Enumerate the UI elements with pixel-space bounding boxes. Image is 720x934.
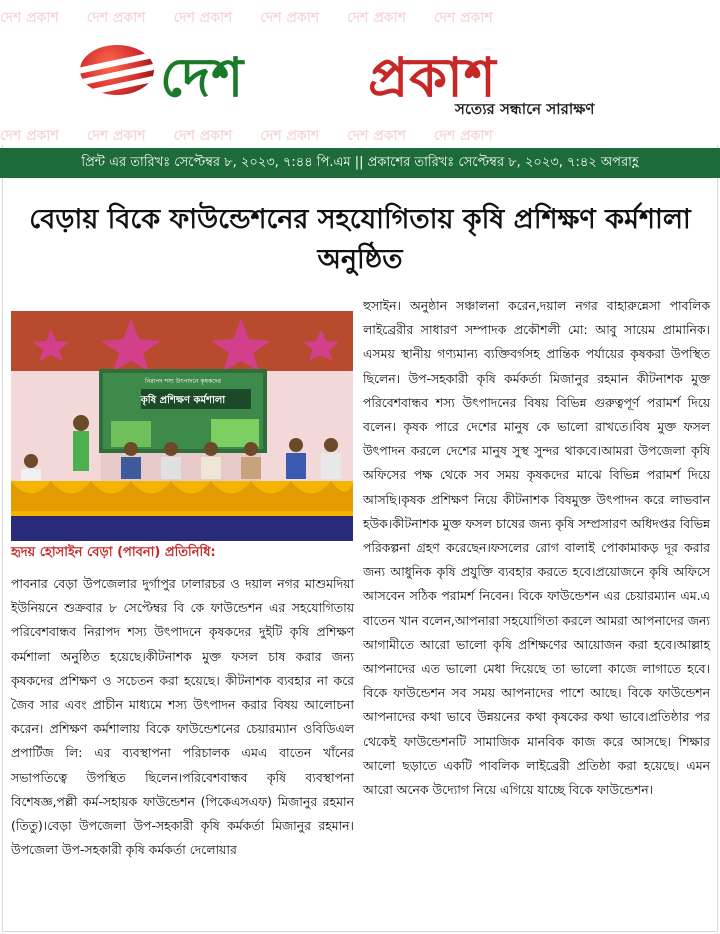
watermark-text: দেশ প্রকাশ xyxy=(86,10,146,26)
date-bar: প্রিন্ট এর তারিখঃ সেপ্টেম্বর ৮, ২০২৩, ৭:৪৪ পি.এম || প্রকাশের তারিখঃ সেপ্টেম্বর ৮, ২০২৩, ৭:৪২ অপরাহ্ণ xyxy=(0,148,720,178)
article-byline: হৃদয় হোসাইন বেড়া (পাবনা) প্রতিনিধি: xyxy=(11,545,216,560)
photo-banner-subtitle: নিরাপদ শস্য উৎপাদনে কৃষকদের xyxy=(145,378,221,385)
masthead xyxy=(0,0,720,145)
watermark-text: দেশ প্রকাশ xyxy=(86,128,146,144)
watermark-text: দেশ প্রকাশ xyxy=(347,128,406,144)
logo-globe-icon[interactable] xyxy=(80,45,154,95)
article-body-left-column: পাবনার বেড়া উপজেলার দুর্গাপুর ঢালারচর ও দয়াল নগর মাশুমদিয়া ইউনিয়নে শুক্রবার ৮ সেপ্টেম্বর বি কে ফাউন্ডেশন এর সহযোগিতায় পরিবেশবান্ধব নিরাপদ শস্য উৎপাদনে কৃষকদের দুইটি কৃষি প্রশিক্ষণ কর্মশালা অনুষ্ঠিত হয়েছে।কীটনাশক মুক্ত ফসল চাষ করার জন্য কৃষকদের প্রশিক্ষণ ও সচেতন করা হয়েছে। কীটনাশক ব্যবহার না করে জৈব সার এবং প্রাচীন মাধ্যমে শস্য উৎপাদন করার বিষয় আলোচনা করেন। প্রশিক্ষণ কর্মশালায় বিকে ফাউন্ডেশনের চেয়ারম্যান ওবিডিএল প্রপার্টিজ লি: এর ব্যবস্থাপনা পরিচালক এমএ বাতেন খাঁনের সভাপতিত্বে উপস্থিত ছিলেন।পরিবেশবান্ধব কৃষি ব্যবস্থাপনা বিশেষজ্ঞ,পল্লী কর্ম-সহায়ক ফাউন্ডেশন (পিকেএসএফ) মিজানুর রহমান (তিতু)।বেড়া উপজেলা উপ-সহকারী কৃষি কর্মকর্তা মিজানুর রহমান।উপজেলা উপ-সহকারী কৃষি কর্মকর্তা দেলোয়ার xyxy=(11,576,354,858)
article-headline: বেড়ায় বিকে ফাউন্ডেশনের সহযোগিতায় কৃষি প্রশিক্ষণ কর্মশালা অনুষ্ঠিত xyxy=(29,204,691,275)
masthead-name-part1[interactable]: দেশ xyxy=(160,46,245,109)
article-photo xyxy=(11,311,353,541)
watermark-text: দেশ প্রকাশ xyxy=(260,10,320,26)
masthead-name-part2[interactable]: প্রকাশ xyxy=(368,46,497,109)
article-body-right-column: হুসাইন। অনুষ্ঠান সঞ্চালনা করেন,দয়াল নগর বাহারুন্নেসা পাবলিক লাইব্রেরীর সাধারণ সম্পাদক প্রকৌশলী মো: আবু সায়েম প্রামানিক।এসময় স্থানীয় গণ্যমান্য ব্যক্তিবর্গসহ প্রান্তিক পর্যায়ের কৃষকরা উপস্থিত ছিলেন। উপ-সহকারী কৃষি কর্মকর্তা মিজানুর রহমান কীটনাশক মুক্ত পরিবেশবান্ধব শস্য উৎপাদনের বিষয় বিভিন্ন গুরুত্বপূর্ণ পরামর্শ দিয়ে বলেন। কৃষক পারে দেশের মানুষ কে ভালো রাখতে।বিষ মুক্ত ফসল উৎপাদন করলে দেশের মানুষ সুস্থ সুন্দর থাকবে।আমরা উপজেলা কৃষি অফিসের পক্ষ থেকে সব সময় কৃষকদের মাঝে বিভিন্ন পরামর্শ দিয়ে আসছি।কৃষক প্রশিক্ষণ নিয়ে কীটনাশক বিষমুক্ত উৎপাদন করে লাভবান হউক।কীটনাশক মুক্ত ফসল চাষের জন্য কৃষি সম্প্রসারণ অধিদপ্তর বিভিন্ন পরিকল্পনা গ্রহণ করেছেন।ফসলের রোগ বালাই পোকামাকড় দূর করার জন্য আধুনিক কৃষি প্রযুক্তি ব্যবহার করতে হবে।প্রয়োজনে কৃষি অফিসে আসবেন সঠিক পরামর্শ নিবেন। বিকে ফাউন্ডেশন এর চেয়ারম্যান এম.এ বাতেন খান বলেন,আপনারা সহযোগিতা করলে আমরা আপনাদের জন্য আগামীতে আরো ভালো কৃষি প্রশিক্ষণের আয়োজন করা হবে।আল্লাহ আপনাদের এত ভালো মেধা দিয়েছে তা ভালো কাজে লাগাতে হবে।বিকে ফাউন্ডেশন সব সময় আপনাদের পাশে আছে। বিকে ফাউন্ডেশন আপনাদের কথা ভাবে উন্নয়নের কথা কৃষকের কথা ভাবে।প্রতিষ্ঠার পর থেকেই ফাউন্ডেশনটি সামাজিক মানবিক কাজ করে আসছে। শিক্ষার আলো ছড়াতে একটি পাবলিক লাইব্রেরী প্রতিষ্ঠা করা হয়েছে। এমন আরো অনেক উদ্যোগ নিয়ে এগিয়ে যাচ্ছে বিকে ফাউন্ডেশন। xyxy=(363,298,710,798)
watermark-text: দেশ প্রকাশ xyxy=(0,128,59,144)
watermark-text: দেশ প্রকাশ xyxy=(173,128,233,144)
photo-banner-title: কৃষি প্রশিক্ষণ কর্মশালা xyxy=(140,395,226,406)
watermark-text: দেশ প্রকাশ xyxy=(433,128,493,144)
watermark-row xyxy=(0,6,720,24)
watermark-text: দেশ প্রকাশ xyxy=(260,128,320,144)
event-photo-illustration xyxy=(11,311,353,541)
watermark-text: দেশ প্রকাশ xyxy=(347,10,406,26)
watermark-text: দেশ প্রকাশ xyxy=(173,10,233,26)
watermark-text: দেশ প্রকাশ xyxy=(433,10,493,26)
watermark-row xyxy=(0,124,720,142)
watermark-text: দেশ প্রকাশ xyxy=(0,10,59,26)
masthead-tagline: সত্যের সন্ধানে সারাক্ষণ xyxy=(455,100,595,118)
